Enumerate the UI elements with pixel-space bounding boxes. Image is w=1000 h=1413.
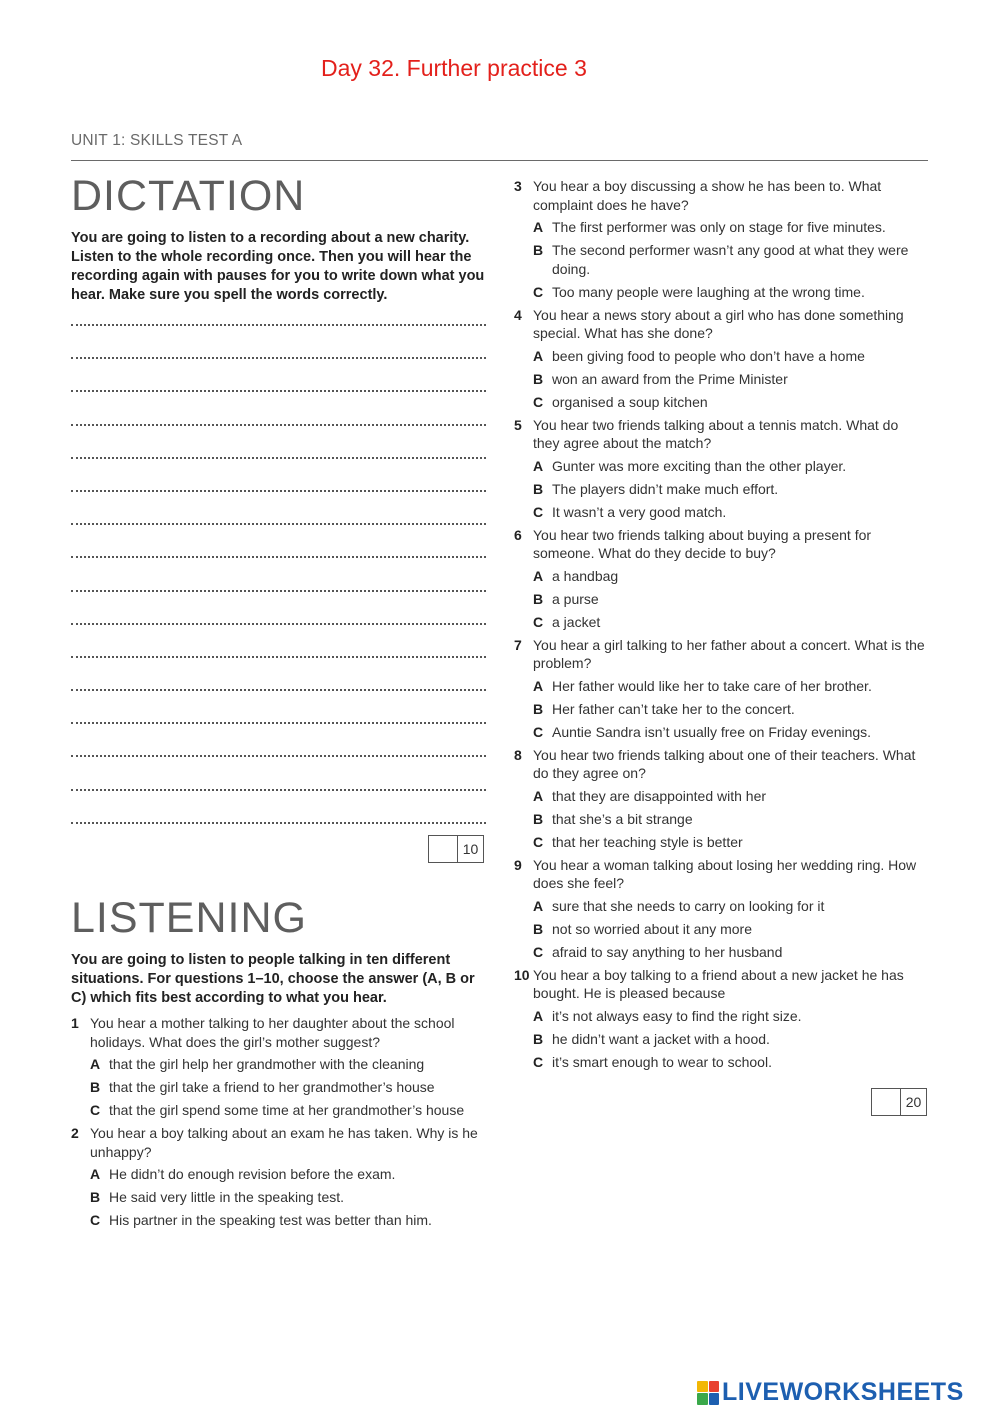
option-letter: C — [533, 943, 544, 960]
question-number: 9 — [514, 856, 522, 873]
question-9 — [514, 856, 928, 962]
logo-square — [697, 1393, 708, 1405]
listening-score-input[interactable] — [872, 1089, 901, 1115]
question-number: 3 — [514, 178, 522, 194]
option-text: His partner in the speaking test was better than him. — [109, 1212, 432, 1228]
logo-square — [697, 1381, 708, 1393]
option-text: a jacket — [552, 613, 601, 630]
option-text: been giving food to people who don’t have a home — [552, 347, 865, 364]
option-text: organised a soup kitchen — [552, 393, 708, 410]
answer-option-c[interactable] — [90, 1101, 489, 1120]
listening-score-total: 20 — [905, 1094, 922, 1110]
answer-options — [533, 897, 928, 962]
option-letter: A — [533, 219, 544, 235]
option-text: The players didn’t make much effort. — [552, 480, 779, 497]
dictation-writing-line[interactable] — [71, 722, 486, 724]
answer-option-a[interactable] — [90, 1165, 489, 1184]
option-letter: C — [533, 1053, 544, 1070]
dictation-writing-line[interactable] — [71, 457, 486, 459]
option-text: The second performer wasn’t any good at what they were doing. — [552, 242, 909, 277]
question-text: You hear a boy talking to a friend about a new jacket he has bought. He is pleased because — [533, 966, 904, 1001]
question-7 — [514, 636, 928, 742]
listening-score-box — [871, 1088, 927, 1116]
answer-options — [533, 347, 928, 412]
option-letter: C — [533, 833, 544, 850]
question-text: You hear a boy discussing a show he has been to. What complaint does he have? — [533, 178, 882, 213]
question-text: You hear a woman talking about losing her wedding ring. How does she feel? — [533, 856, 917, 891]
question-text: You hear two friends talking about buying a present for someone. What do they decide to buy? — [533, 526, 872, 561]
option-text: Gunter was more exciting than the other player. — [552, 457, 847, 474]
answer-option-b[interactable] — [533, 590, 928, 609]
option-text: that they are disappointed with her — [552, 787, 767, 804]
option-text: He didn’t do enough revision before the exam. — [109, 1166, 396, 1182]
option-letter: C — [533, 723, 544, 740]
option-letter: A — [90, 1166, 101, 1182]
question-2 — [71, 1124, 489, 1230]
dictation-score-box — [428, 835, 484, 863]
question-10 — [514, 966, 928, 1072]
option-text: that the girl help her grandmother with the cleaning — [109, 1056, 425, 1072]
listening-instructions: You are going to listen to people talking in ten different situations. For questions 1–10, choose the answer (A, B or C) which fits best according to what you hear. — [71, 952, 475, 1006]
option-letter: A — [533, 1007, 544, 1024]
option-text: he didn’t want a jacket with a hood. — [552, 1030, 770, 1047]
option-letter: B — [533, 480, 544, 497]
answer-option-a[interactable] — [533, 347, 928, 366]
answer-option-c[interactable] — [533, 503, 928, 522]
question-text: You hear a girl talking to her father about a concert. What is the problem? — [533, 636, 925, 671]
answer-option-b[interactable] — [90, 1188, 489, 1207]
dictation-writing-line[interactable] — [71, 490, 486, 492]
option-letter: A — [533, 787, 544, 804]
dictation-writing-line[interactable] — [71, 755, 486, 757]
question-number: 1 — [71, 1015, 79, 1031]
answer-options — [533, 457, 928, 522]
option-text: The first performer was only on stage for five minutes. — [552, 219, 886, 235]
dictation-writing-line[interactable] — [71, 556, 486, 558]
question-list-left — [71, 1014, 489, 1234]
dictation-writing-line[interactable] — [71, 390, 486, 392]
option-text: that she’s a bit strange — [552, 810, 693, 827]
answer-option-b[interactable] — [533, 370, 928, 389]
question-5 — [514, 416, 928, 522]
answer-option-b[interactable] — [533, 920, 928, 939]
answer-option-a[interactable] — [533, 897, 928, 916]
option-letter: C — [90, 1212, 101, 1228]
option-text: it’s not always easy to find the right size. — [552, 1007, 802, 1024]
answer-option-c[interactable] — [533, 283, 928, 302]
answer-option-a[interactable] — [533, 457, 928, 476]
answer-options — [533, 567, 928, 632]
answer-option-c[interactable] — [533, 393, 928, 412]
dictation-writing-line[interactable] — [71, 789, 486, 791]
brand-footer — [697, 1378, 964, 1407]
option-text: a handbag — [552, 567, 619, 584]
answer-options — [90, 1165, 489, 1230]
question-text: You hear a boy talking about an exam he has taken. Why is he unhappy? — [90, 1125, 478, 1160]
option-text: not so worried about it any more — [552, 920, 752, 937]
option-letter: B — [90, 1079, 101, 1095]
answer-option-a[interactable] — [533, 787, 928, 806]
option-text: Too many people were laughing at the wrong time. — [552, 283, 865, 300]
option-letter: A — [533, 347, 544, 364]
listening-heading: LISTENING — [71, 894, 307, 942]
question-number: 6 — [514, 526, 522, 543]
dictation-writing-line[interactable] — [71, 623, 486, 625]
dictation-writing-line[interactable] — [71, 523, 486, 525]
dictation-score-input[interactable] — [429, 836, 458, 862]
option-letter: B — [90, 1189, 101, 1205]
option-text: Her father would like her to take care of her brother. — [552, 677, 872, 694]
brand-name: LIVEWORKSHEETS — [722, 1378, 964, 1406]
option-text: it’s smart enough to wear to school. — [552, 1053, 772, 1070]
option-letter: B — [533, 590, 544, 607]
option-text: won an award from the Prime Minister — [552, 370, 788, 387]
option-text: It wasn’t a very good match. — [552, 503, 727, 520]
question-number: 10 — [514, 966, 530, 983]
answer-option-a[interactable] — [533, 1007, 928, 1026]
question-text: You hear a mother talking to her daughter about the school holidays. What does the girl’s mother suggest? — [90, 1015, 455, 1050]
option-letter: C — [533, 613, 544, 630]
answer-option-c[interactable] — [533, 723, 928, 742]
option-text: Her father can’t take her to the concert. — [552, 700, 795, 717]
question-text: You hear two friends talking about a tennis match. What do they agree about the match? — [533, 416, 899, 451]
dictation-writing-line[interactable] — [71, 822, 486, 824]
answer-option-b[interactable] — [90, 1078, 489, 1097]
dictation-answer-lines — [71, 324, 486, 855]
question-8 — [514, 746, 928, 852]
dictation-heading: DICTATION — [71, 172, 306, 220]
option-letter: C — [533, 283, 544, 300]
answer-option-c[interactable] — [533, 943, 928, 962]
dictation-writing-line[interactable] — [71, 656, 486, 658]
question-list-right — [514, 177, 928, 1076]
answer-option-a[interactable] — [90, 1055, 489, 1074]
dictation-writing-line[interactable] — [71, 689, 486, 691]
question-number: 5 — [514, 416, 522, 433]
question-3 — [514, 177, 928, 301]
option-letter: C — [533, 393, 544, 410]
option-letter: A — [533, 457, 544, 474]
logo-square — [709, 1381, 720, 1393]
header-divider — [71, 160, 928, 161]
question-4 — [514, 306, 928, 412]
answer-option-c[interactable] — [533, 613, 928, 632]
answer-option-b[interactable] — [533, 241, 928, 278]
question-number: 2 — [71, 1125, 79, 1141]
option-text: a purse — [552, 590, 599, 607]
answer-option-b[interactable] — [533, 810, 928, 829]
dictation-writing-line[interactable] — [71, 324, 486, 326]
option-letter: A — [533, 567, 544, 584]
dictation-writing-line[interactable] — [71, 424, 486, 426]
dictation-instructions: You are going to listen to a recording about a new charity. Listen to the whole recording once. Then you will hear the recording again with pauses for you to write down what you hear. Make sure you spell the words correctly. — [71, 230, 485, 303]
answer-options — [533, 677, 928, 742]
answer-option-a[interactable] — [533, 677, 928, 696]
dictation-writing-line[interactable] — [71, 590, 486, 592]
option-letter: C — [90, 1102, 101, 1118]
option-text: sure that she needs to carry on looking for it — [552, 897, 825, 914]
option-letter: A — [533, 677, 544, 694]
answer-option-c[interactable] — [533, 1053, 928, 1072]
answer-option-b[interactable] — [533, 480, 928, 499]
question-text: You hear two friends talking about one of their teachers. What do they agree on? — [533, 746, 916, 781]
answer-option-a[interactable] — [533, 567, 928, 586]
option-text: that her teaching style is better — [552, 833, 743, 850]
question-number: 8 — [514, 746, 522, 763]
option-letter: C — [533, 503, 544, 520]
unit-label: UNIT 1: SKILLS TEST A — [71, 132, 243, 149]
question-1 — [71, 1014, 489, 1120]
option-letter: B — [533, 920, 544, 937]
question-6 — [514, 526, 928, 632]
answer-options — [90, 1055, 489, 1120]
answer-options — [533, 1007, 928, 1072]
answer-option-c[interactable] — [533, 833, 928, 852]
answer-option-b[interactable] — [533, 1030, 928, 1049]
option-letter: B — [533, 700, 544, 717]
page-title: Day 32. Further practice 3 — [321, 55, 587, 81]
option-letter: B — [533, 370, 544, 387]
option-text: that the girl spend some time at her grandmother’s house — [109, 1102, 465, 1118]
option-letter: A — [533, 897, 544, 914]
liveworksheets-logo-icon — [697, 1381, 719, 1405]
dictation-score-total: 10 — [462, 841, 479, 857]
question-number: 7 — [514, 636, 522, 653]
answer-option-c[interactable] — [90, 1211, 489, 1230]
logo-square — [709, 1393, 720, 1405]
option-text: that the girl take a friend to her grandmother’s house — [109, 1079, 435, 1095]
question-text: You hear a news story about a girl who has done something special. What has she done? — [533, 306, 904, 341]
option-text: He said very little in the speaking test. — [109, 1189, 345, 1205]
option-letter: A — [90, 1056, 101, 1072]
answer-options — [533, 787, 928, 852]
answer-options — [533, 218, 928, 301]
answer-option-a[interactable] — [533, 218, 928, 237]
question-number: 4 — [514, 306, 522, 323]
option-letter: B — [533, 810, 544, 827]
option-letter: B — [533, 1030, 544, 1047]
answer-option-b[interactable] — [533, 700, 928, 719]
option-text: afraid to say anything to her husband — [552, 943, 783, 960]
dictation-writing-line[interactable] — [71, 357, 486, 359]
option-letter: B — [533, 242, 544, 258]
option-text: Auntie Sandra isn’t usually free on Friday evenings. — [552, 723, 872, 740]
